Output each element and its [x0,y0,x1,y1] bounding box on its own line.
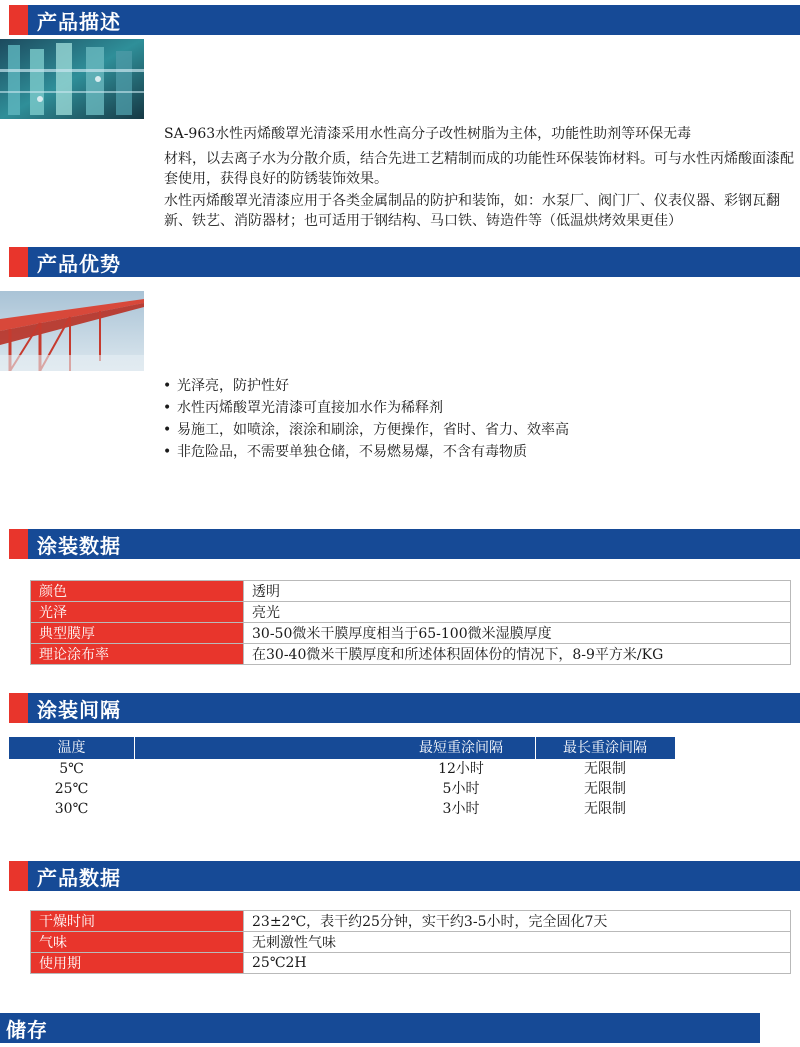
header-max-interval: 最长重涂间隔 [563,740,647,756]
table-row [9,779,675,799]
cell-max-interval: 无限制 [584,801,626,817]
list-item: • 非危险品，不需要单独仓储，不易燃易爆，不含有毒物质 [163,441,569,463]
description-para-2: 材料，以去离子水为分散介质，结合先进工艺精制而成的功能性环保装饰材料。可与水性丙烯酸面漆配套使用，获得良好的防锈装饰效果。 [164,151,794,187]
table-key: 颜色 [31,581,244,602]
advantages-list [163,375,569,463]
cell-temperature: 30℃ [54,801,89,817]
list-item: • 光泽亮，防护性好 [163,375,569,397]
table-key: 理论涂布率 [31,644,244,665]
cell-min-interval: 5小时 [442,781,480,797]
table-value: 30-50微米干膜厚度相当于65-100微米湿膜厚度 [244,623,791,644]
header-temperature: 温度 [9,737,135,759]
factory-photo [0,39,144,119]
table-row [31,623,791,644]
table-value: 无刺激性气味 [244,932,791,953]
list-item: • 水性丙烯酸罩光清漆可直接加水作为稀释剂 [163,397,569,419]
header-min-interval: 最短重涂间隔 [387,737,536,759]
table-key: 干燥时间 [31,911,244,932]
list-item: • 易施工，如喷涂，滚涂和刷涂，方便操作，省时、省力、效率高 [163,419,569,441]
section-header-description [9,5,800,35]
section-title: 产品描述 [37,9,121,34]
table-row [31,911,791,932]
section-header-coating-data [9,529,800,559]
product-data-table [30,910,791,974]
table-value: 透明 [244,581,791,602]
section-title: 储存 [6,1017,48,1042]
section-title: 涂装间隔 [37,697,121,722]
table-value: 25℃2H [244,953,791,974]
cell-temperature: 5℃ [59,761,84,777]
table-row [31,602,791,623]
cell-min-interval: 12小时 [438,761,484,777]
table-value: 在30-40微米干膜厚度和所述体积固体份的情况下，8-9平方米/KG [244,644,791,665]
interval-table [9,737,675,819]
cell-temperature: 25℃ [54,781,89,797]
description-line-1: SA-963水性丙烯酸罩光清漆采用水性高分子改性树脂为主体，功能性助剂等环保无毒 [164,126,692,142]
table-key: 气味 [31,932,244,953]
cell-min-interval: 3小时 [442,801,480,817]
cell-max-interval: 无限制 [584,761,626,777]
pipeline-photo [0,291,144,371]
interval-header-row [9,737,675,759]
section-title: 产品优势 [37,251,121,276]
table-value: 23±2℃，表干约25分钟，实干约3-5小时，完全固化7天 [244,911,791,932]
section-header-storage [0,1013,760,1043]
description-para-3: 水性丙烯酸罩光清漆应用于各类金属制品的防护和装饰，如：水泵厂、阀门厂、仪表仪器、彩钢瓦翻新、铁艺、消防器材；也可适用于钢结构、马口铁、铸造件等（低温烘烤效果更佳） [164,193,780,229]
table-row [9,759,675,779]
section-title: 涂装数据 [37,533,121,558]
table-key: 使用期 [31,953,244,974]
section-header-interval [9,693,800,723]
table-row [31,644,791,665]
table-row [31,953,791,974]
table-row [9,799,675,819]
table-value: 亮光 [244,602,791,623]
cell-max-interval: 无限制 [584,781,626,797]
table-row [31,932,791,953]
coating-data-table [30,580,791,665]
table-key: 光泽 [31,602,244,623]
table-row [31,581,791,602]
section-header-product-data [9,861,800,891]
section-title: 产品数据 [37,865,121,890]
section-header-advantages [9,247,800,277]
table-key: 典型膜厚 [31,623,244,644]
